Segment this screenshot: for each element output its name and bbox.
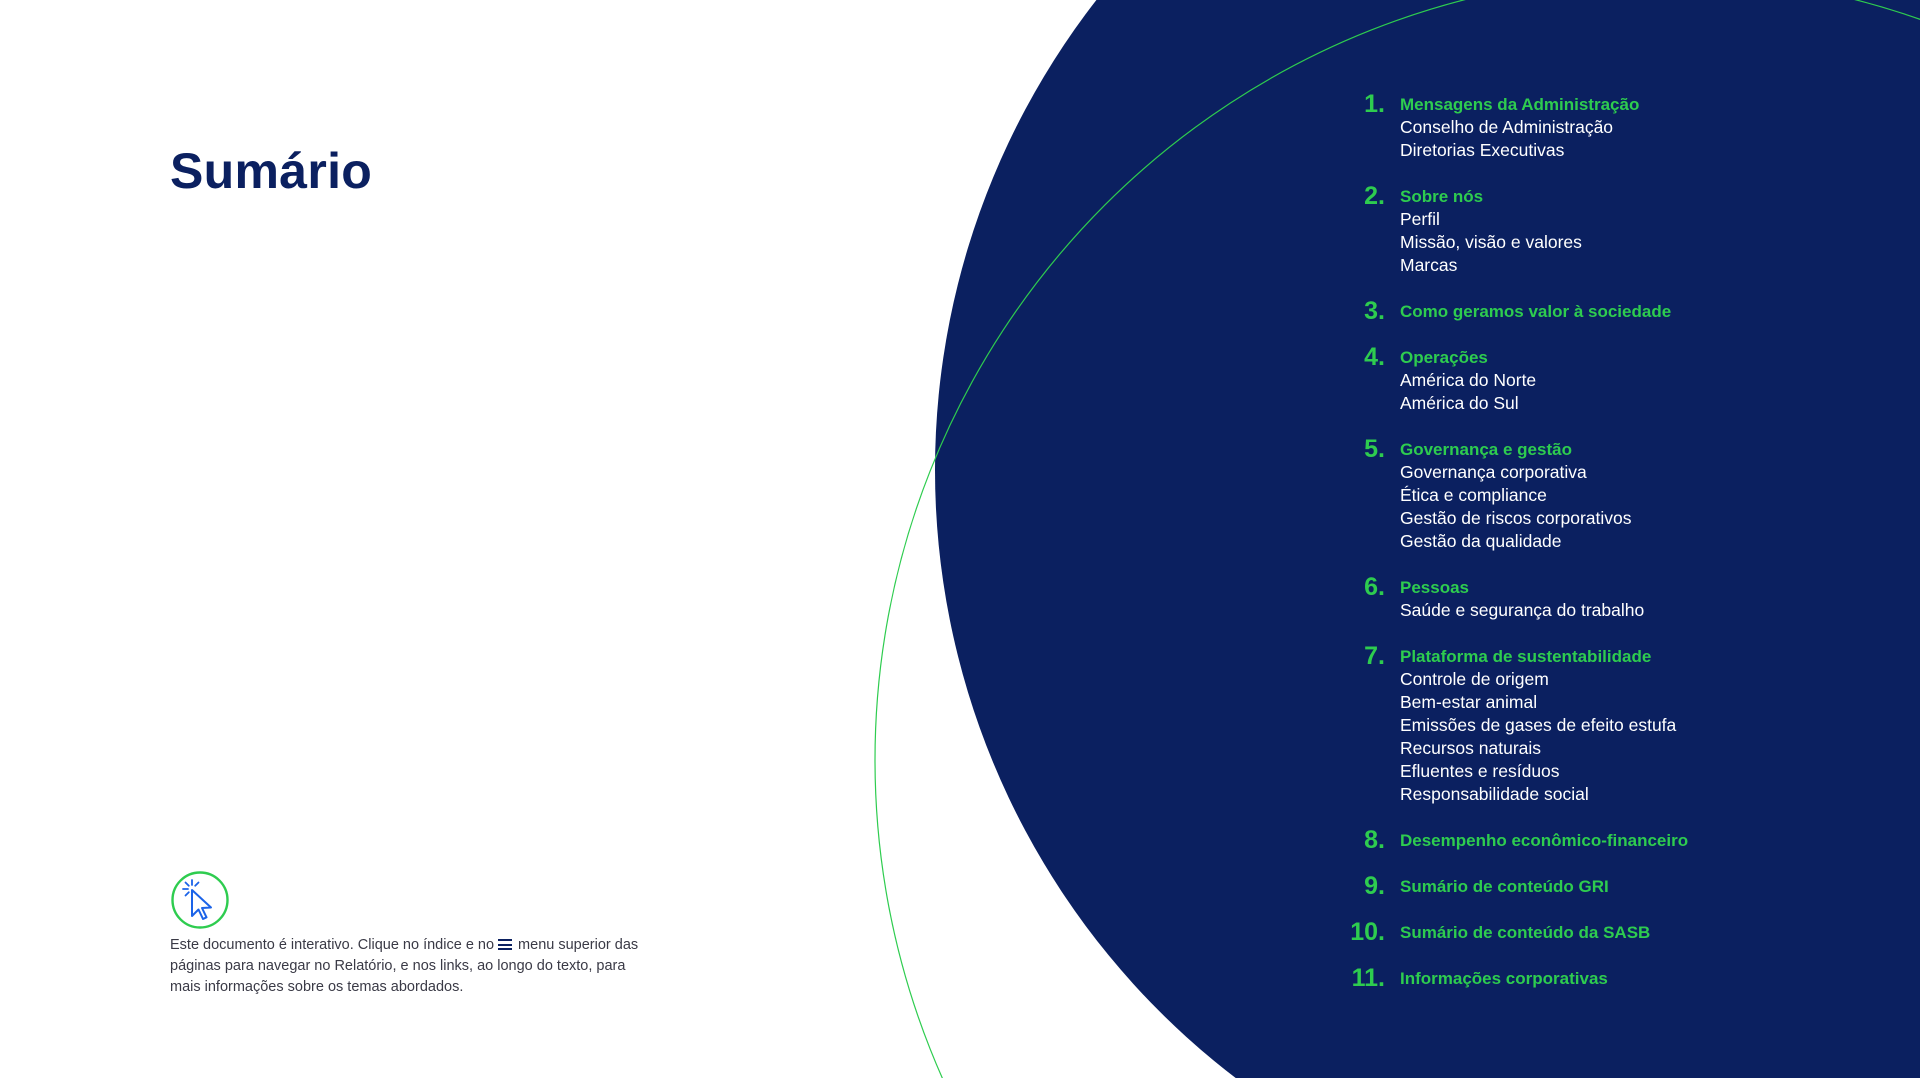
- note-text-after: menu superior das páginas para navegar no Relatório, e nos links, ao longo do texto, para mais informações sobre os temas abordados.: [170, 937, 639, 995]
- toc-item[interactable]: [1340, 872, 1860, 900]
- toc-heading-link[interactable]: Operações: [1400, 348, 1488, 367]
- toc-heading-link[interactable]: Mensagens da Administração: [1400, 95, 1640, 114]
- toc-subitem-link[interactable]: Marcas: [1400, 255, 1458, 275]
- toc-number: 11.: [1351, 964, 1385, 992]
- toc-number: 3.: [1364, 297, 1385, 325]
- toc-number: 4.: [1364, 343, 1385, 371]
- toc-subitem-link[interactable]: Recursos naturais: [1400, 738, 1542, 758]
- cursor-click-icon: [170, 870, 230, 930]
- toc-number: 9.: [1364, 872, 1385, 900]
- toc-item[interactable]: [1340, 642, 1860, 806]
- toc-subitem-link[interactable]: Gestão da qualidade: [1400, 531, 1562, 551]
- toc-subitem-link[interactable]: Conselho de Administração: [1400, 117, 1614, 137]
- interactive-note: [170, 935, 660, 998]
- toc-subitem-link[interactable]: Gestão de riscos corporativos: [1400, 508, 1632, 528]
- toc-heading-link[interactable]: Pessoas: [1400, 578, 1469, 597]
- table-of-contents: [1340, 90, 1860, 992]
- toc-body: [1400, 346, 1536, 415]
- toc-subitem-link[interactable]: Ética e compliance: [1400, 485, 1547, 505]
- toc-number: 1.: [1364, 90, 1385, 118]
- toc-subitem-link[interactable]: Governança corporativa: [1400, 462, 1587, 482]
- toc-subitem-link[interactable]: Controle de origem: [1400, 669, 1549, 689]
- hamburger-menu-icon: [498, 939, 512, 950]
- toc-subitem-link[interactable]: Emissões de gases de efeito estufa: [1400, 715, 1677, 735]
- toc-body: [1400, 645, 1676, 806]
- toc-item[interactable]: [1340, 573, 1860, 622]
- toc-subitem-link[interactable]: Saúde e segurança do trabalho: [1400, 600, 1645, 620]
- toc-body: [1400, 93, 1639, 162]
- toc-heading-link[interactable]: Sumário de conteúdo da SASB: [1400, 923, 1651, 942]
- toc-item[interactable]: [1340, 964, 1860, 992]
- toc-number: 7.: [1364, 642, 1385, 670]
- toc-subitem-link[interactable]: Missão, visão e valores: [1400, 232, 1582, 252]
- toc-number: 10.: [1350, 918, 1385, 946]
- toc-number: 6.: [1364, 573, 1385, 601]
- toc-subitem-link[interactable]: Diretorias Executivas: [1400, 140, 1565, 160]
- toc-body: [1400, 829, 1688, 852]
- toc-item[interactable]: [1340, 918, 1860, 946]
- toc-item[interactable]: [1340, 90, 1860, 162]
- note-text-before: Este documento é interativo. Clique no índice e no: [170, 937, 495, 953]
- toc-heading-link[interactable]: Informações corporativas: [1400, 969, 1608, 988]
- toc-item[interactable]: [1340, 826, 1860, 854]
- page-title: Sumário: [170, 143, 373, 199]
- toc-subitem-link[interactable]: América do Sul: [1400, 393, 1519, 413]
- toc-subitem-link[interactable]: América do Norte: [1400, 370, 1537, 390]
- toc-number: 2.: [1364, 182, 1385, 210]
- toc-item[interactable]: [1340, 343, 1860, 415]
- toc-number: 5.: [1364, 435, 1385, 463]
- toc-body: [1400, 300, 1671, 323]
- toc-item[interactable]: [1340, 435, 1860, 553]
- toc-heading-link[interactable]: Sumário de conteúdo GRI: [1400, 877, 1609, 896]
- toc-heading-link[interactable]: Plataforma de sustentabilidade: [1400, 647, 1652, 666]
- toc-item[interactable]: [1340, 182, 1860, 277]
- toc-heading-link[interactable]: Desempenho econômico-financeiro: [1400, 831, 1689, 850]
- toc-body: [1400, 576, 1644, 622]
- toc-subitem-link[interactable]: Bem-estar animal: [1400, 692, 1538, 712]
- toc-heading-link[interactable]: Governança e gestão: [1400, 440, 1572, 459]
- toc-heading-link[interactable]: Sobre nós: [1400, 187, 1484, 206]
- toc-body: [1400, 185, 1582, 277]
- toc-body: [1400, 967, 1608, 990]
- toc-subitem-link[interactable]: Perfil: [1400, 209, 1440, 229]
- toc-body: [1400, 438, 1632, 553]
- toc-item[interactable]: [1340, 297, 1860, 325]
- toc-number: 8.: [1364, 826, 1385, 854]
- toc-subitem-link[interactable]: Responsabilidade social: [1400, 784, 1589, 804]
- toc-body: [1400, 921, 1650, 944]
- toc-subitem-link[interactable]: Efluentes e resíduos: [1400, 761, 1560, 781]
- toc-body: [1400, 875, 1609, 898]
- toc-heading-link[interactable]: Como geramos valor à sociedade: [1400, 302, 1672, 321]
